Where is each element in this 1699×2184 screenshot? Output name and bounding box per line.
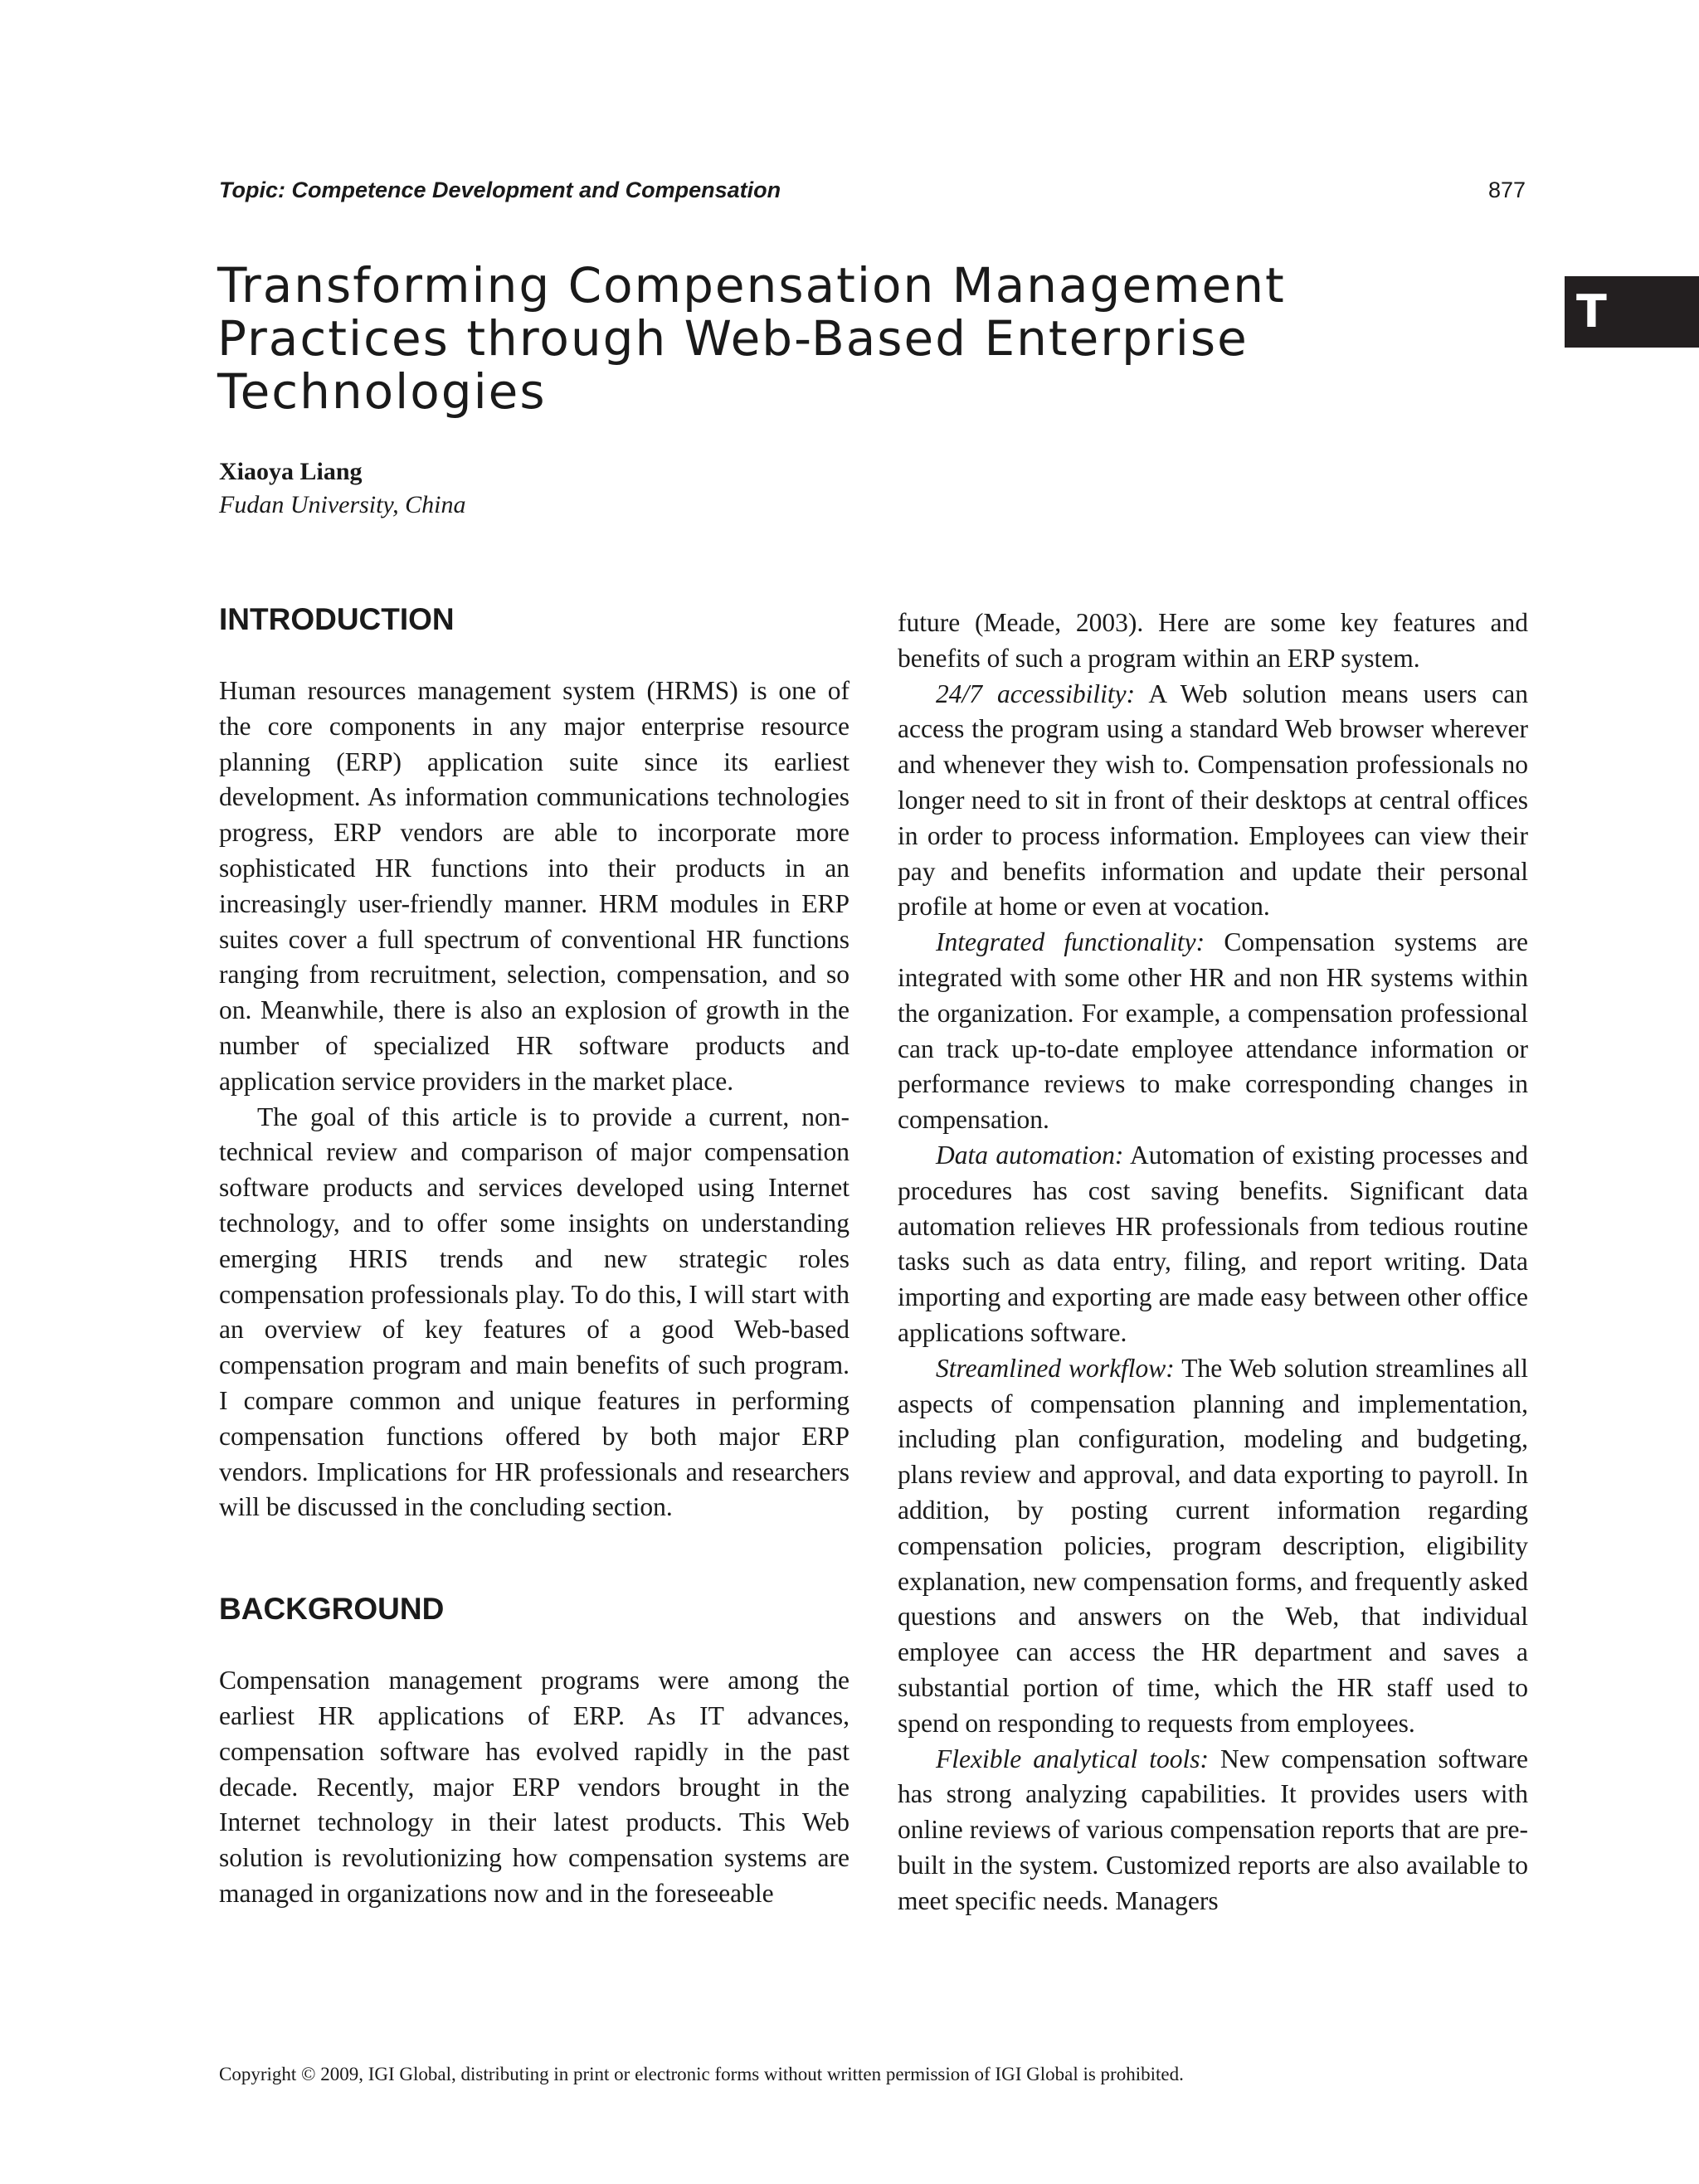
title-line-1: Transforming Compensation Management (217, 257, 1286, 314)
topic-header: Topic: Competence Development and Compensation (219, 178, 781, 202)
right-column (898, 606, 1528, 1919)
feature-paragraph (898, 677, 1528, 926)
feature-text: Automation of existing processes and procedures has cost saving benefits. Significant data automation relieves HR professionals from tedious routine tasks such as data entry, filing, and report writing. Data importing and exporting are made easy between other office applications software. (898, 1140, 1528, 1347)
background-continuation: future (Meade, 2003). Here are some key features and benefits of such a program within an ERP system. (898, 608, 1528, 673)
feature-lead: Data automation: (936, 1140, 1124, 1170)
feature-text: A Web solution means users can access the program using a standard Web browser wherever and whenever they wish to. Compensation professionals no longer need to sit in front of their desktops at central offices in order to process information. Employees can view their pay and benefits information and update their personal profile at home or even at vocation. (898, 679, 1528, 922)
feature-text: The Web solution streamlines all aspects of compensation planning and implementation, including plan configuration, modeling and budgeting, plans review and approval, and data exporting to payroll. In addition, by posting current information regarding compensation policies, program description, eligibility explanation, new compensation forms, and frequently asked questions and answers on the Web, that individual employee can access the HR department and saves a substantial portion of time, which the HR staff used to spend on responding to requests from employees. (898, 1353, 1529, 1738)
feature-paragraph (898, 1138, 1528, 1351)
section-thumb-tab: T (1565, 276, 1699, 348)
author-name: Xiaoya Liang (219, 458, 363, 485)
feature-text: Compensation systems are integrated with some other HR and non HR systems within the organization. For example, a compensation professional can track up-to-date employee attendance information or performance reviews to make corresponding changes in compensation. (898, 927, 1528, 1135)
title-line-3: Technologies (217, 363, 547, 420)
introduction-heading: INTRODUCTION (219, 602, 455, 636)
feature-lead: Integrated functionality: (936, 927, 1205, 957)
copyright-notice: Copyright © 2009, IGI Global, distributing in print or electronic forms without written permission of IGI Global is prohibited. (219, 2064, 1184, 2084)
introduction-paragraph-2: The goal of this article is to provide a current, non-technical review and comparison of major compensation software products and services developed using Internet technology, and to offer some insights on understanding emerging HRIS trends and new strategic roles compensation professionals play. To do this, I will start with an overview of key features of a good Web-based compensation program and main benefits of such program. I compare common and unique features in performing compensation functions offered by both major ERP vendors. Implications for HR professionals and researchers will be discussed in the concluding section. (219, 1102, 850, 1522)
background-heading: BACKGROUND (219, 1592, 445, 1627)
left-column (219, 602, 850, 1912)
feature-paragraph (898, 925, 1528, 1138)
feature-paragraph (898, 1351, 1528, 1742)
feature-lead: Flexible analytical tools: (936, 1744, 1209, 1773)
page-number: 877 (1488, 178, 1526, 202)
introduction-paragraph-1: Human resources management system (HRMS) is one of the core components in any major enterprise resource planning (ERP) application suite since its earliest development. As information communications technologies progress, ERP vendors are able to incorporate more sophisticated HR functions into their products in an increasingly user-friendly manner. HRM modules in ERP suites cover a full spectrum of conventional HR functions ranging from recruitment, selection, compensation, and so on. Meanwhile, there is also an explosion of growth in the number of specialized HR software products and application service providers in the market place. (219, 676, 850, 1096)
feature-paragraph (898, 1742, 1528, 1919)
article-title (217, 259, 1512, 418)
author-affiliation: Fudan University, China (219, 491, 466, 518)
feature-lead: Streamlined workflow: (936, 1353, 1175, 1383)
title-line-2: Practices through Web-Based Enterprise (217, 310, 1249, 367)
feature-lead: 24/7 accessibility: (936, 679, 1136, 708)
background-paragraph-1: Compensation management programs were among the earliest HR applications of ERP. As IT advances, compensation software has evolved rapidly in the past decade. Recently, major ERP vendors brought in the Internet technology in their latest products. This Web solution is revolutionizing how compensation systems are managed in organizations now and in the foreseeable (219, 1666, 850, 1908)
feature-text: New compensation software has strong analyzing capabilities. It provides users with online reviews of various compensation reports that are pre-built in the system. Customized reports are also available to meet specific needs. Managers (898, 1744, 1528, 1915)
